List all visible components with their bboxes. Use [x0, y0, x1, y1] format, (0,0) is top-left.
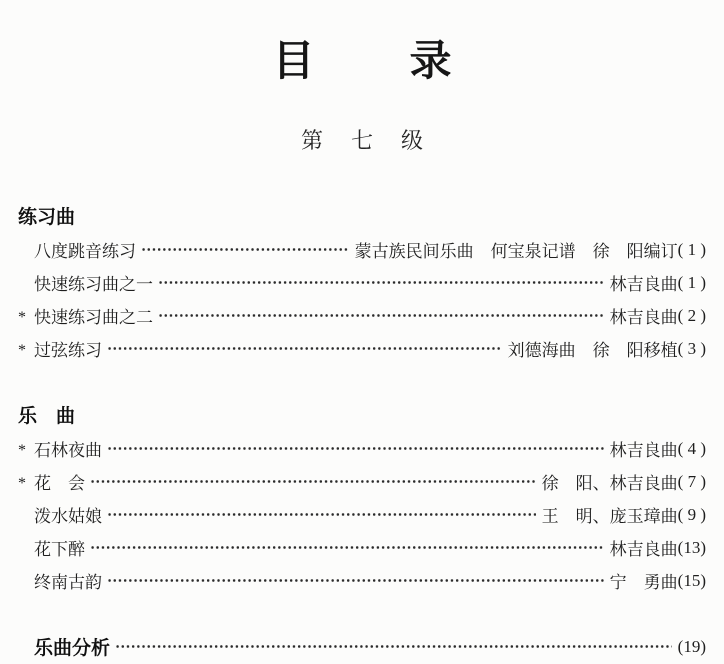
entry-title: 乐曲分析 [34, 638, 111, 660]
entry-attribution: 林吉良曲 [609, 441, 678, 461]
entry-page-number: ( 9 ) [677, 504, 706, 524]
page-title-char: 录 [409, 37, 452, 84]
dot-leader-icon [90, 539, 604, 556]
level-title [18, 128, 706, 153]
entry-page-number: ( 1 ) [677, 239, 706, 259]
level-title-char: 第 [300, 128, 323, 154]
entry-title: 快速练习曲之二 [34, 308, 153, 328]
star-marker: * [18, 441, 26, 459]
toc-entry [18, 332, 706, 365]
entry-attribution: 刘德海曲 徐 阳移植 [507, 341, 678, 361]
entry-title: 花下醉 [34, 540, 85, 560]
entry-attribution: 王 明、庞玉璋曲 [541, 507, 678, 527]
level-title-char: 级 [401, 128, 424, 154]
toc-entry [18, 266, 706, 299]
entry-page-number: ( 2 ) [677, 305, 706, 325]
entry-title: 花 会 [34, 474, 85, 494]
toc-entry [18, 498, 706, 531]
section-header: 练习曲 [18, 207, 76, 229]
entry-attribution: 蒙古族民间乐曲 何宝泉记谱 徐 阳编订 [354, 242, 678, 262]
entry-page-number: (13) [677, 537, 706, 557]
entry-page-number: ( 4 ) [677, 438, 706, 458]
dot-leader-icon [107, 440, 604, 457]
toc-entry [18, 233, 706, 266]
entry-title: 过弦练习 [34, 341, 102, 361]
toc-entry [18, 299, 706, 332]
entry-page-number: ( 3 ) [677, 338, 706, 358]
dot-leader-icon [107, 340, 502, 357]
toc-entry [18, 465, 706, 498]
entry-title: 终南古韵 [34, 573, 102, 593]
page-title [18, 38, 706, 84]
dot-leader-icon [90, 473, 536, 490]
dot-leader-icon [107, 572, 604, 589]
toc-entry [18, 629, 706, 664]
toc-list [18, 198, 706, 664]
entry-attribution: 林吉良曲 [609, 308, 678, 328]
entry-page-number: (19) [677, 636, 706, 656]
entry-page-number: ( 1 ) [677, 272, 706, 292]
dot-leader-icon [115, 638, 672, 655]
entry-attribution: 林吉良曲 [609, 275, 678, 295]
entry-title: 八度跳音练习 [34, 242, 136, 262]
entry-title: 泼水姑娘 [34, 507, 102, 527]
section-header: 乐 曲 [18, 406, 76, 428]
star-marker: * [18, 308, 26, 326]
entry-attribution: 林吉良曲 [609, 540, 678, 560]
star-marker: * [18, 474, 26, 492]
level-title-char: 七 [350, 128, 373, 154]
star-marker: * [18, 341, 26, 359]
entry-title: 石林夜曲 [34, 441, 102, 461]
dot-leader-icon [107, 506, 536, 523]
toc-entry [18, 564, 706, 597]
entry-page-number: ( 7 ) [677, 471, 706, 491]
toc-entry [18, 432, 706, 465]
dot-leader-icon [141, 241, 349, 258]
entry-page-number: (15) [677, 570, 706, 590]
dot-leader-icon [158, 307, 604, 324]
dot-leader-icon [158, 274, 604, 291]
toc-entry [18, 531, 706, 564]
page-title-char: 目 [272, 37, 315, 84]
entry-title: 快速练习曲之一 [34, 275, 153, 295]
entry-attribution: 宁 勇曲 [609, 573, 678, 593]
entry-attribution: 徐 阳、林吉良曲 [541, 474, 678, 494]
